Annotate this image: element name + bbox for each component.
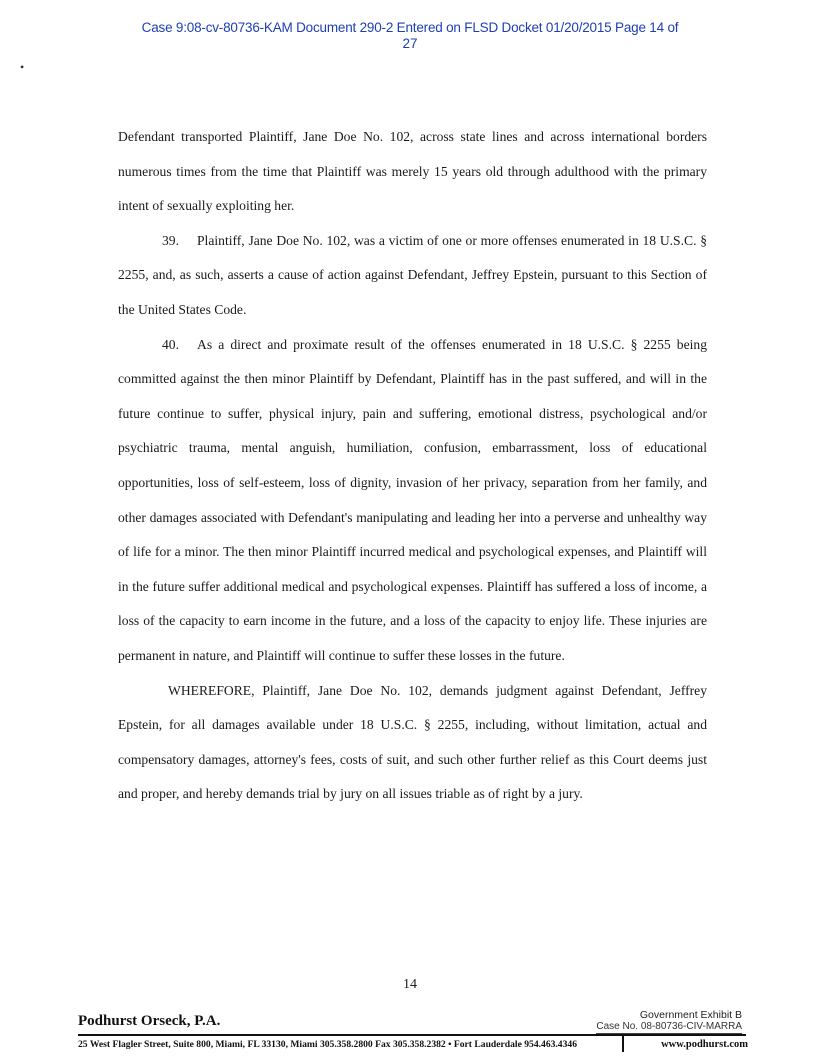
- court-filing-header: [0, 20, 820, 52]
- firm-name: Podhurst Orseck, P.A.: [78, 1013, 221, 1029]
- paragraph-40-text: As a direct and proximate result of the offenses enumerated in 18 U.S.C. § 2255 being committed against the then minor Plaintiff by Defendant, Plaintiff has in the past suffered, and will in the future continue to suffer, physical injury, pain and suffering, emotional distress, psychological and/or psychiatric trauma, mental anguish, humiliation, confusion, embarrassment, loss of educational opportunities, loss of self-esteem, loss of dignity, invasion of her privacy, separation from her family, and other damages associated with Defendant's manipulating and leading her into a perverse and unhealthy way of life for a minor. The then minor Plaintiff incurred medical and psychological expenses, and Plaintiff will in the future suffer additional medical and psychological expenses. Plaintiff has suffered a loss of income, a loss of the capacity to earn income in the future, and a loss of the capacity to enjoy life. These injuries are permanent in nature, and Plaintiff will continue to suffer these losses in the future.: [118, 336, 707, 663]
- paragraph-40: [118, 328, 707, 674]
- header-line-1: Case 9:08-cv-80736-KAM Document 290-2 Entered on FLSD Docket 01/20/2015 Page 14 of: [141, 20, 679, 35]
- exhibit-case-number: Case No. 08-80736-CIV-MARRA: [596, 1021, 742, 1032]
- scan-mark: •: [20, 60, 25, 74]
- paragraph-39-number: 39.: [162, 232, 179, 248]
- exhibit-label: Government Exhibit B: [639, 1009, 742, 1021]
- exhibit-stamp: [596, 1009, 742, 1034]
- paragraph-intro: Defendant transported Plaintiff, Jane Doe No. 102, across state lines and across international borders numerous times from the time that Plaintiff was merely 15 years old through adulthood with the primary intent of sexually exploiting her.: [118, 129, 707, 214]
- paragraph-39-text: Plaintiff, Jane Doe No. 102, was a victim of one or more offenses enumerated in 18 U.S.C. § 2255, and, as such, asserts a cause of action against Defendant, Jeffrey Epstein, pursuant to this Section of the United States Code.: [118, 232, 707, 317]
- paragraph-wherefore: WHEREFORE, Plaintiff, Jane Doe No. 102, demands judgment against Defendant, Jeffrey Epstein, for all damages available under 18 U.S.C. § 2255, including, without limitation, actual and compensatory damages, attorney's fees, costs of suit, and such other further relief as this Court deems just and proper, and hereby demands trial by jury on all issues triable as of right by a jury.: [118, 682, 707, 802]
- firm-address: 25 West Flagler Street, Suite 800, Miami, FL 33130, Miami 305.358.2800 Fax 305.358.2382 • Fort Lauderdale 954.463.4346: [78, 1039, 577, 1050]
- paragraph-39: [118, 224, 707, 328]
- header-line-2: 27: [402, 36, 418, 51]
- footer-separator: [622, 1034, 624, 1052]
- page-number: 14: [403, 977, 417, 992]
- document-body: [118, 120, 707, 812]
- footer-divider: [78, 1034, 746, 1036]
- firm-website: www.podhurst.com: [661, 1039, 748, 1050]
- paragraph-40-number: 40.: [162, 336, 179, 352]
